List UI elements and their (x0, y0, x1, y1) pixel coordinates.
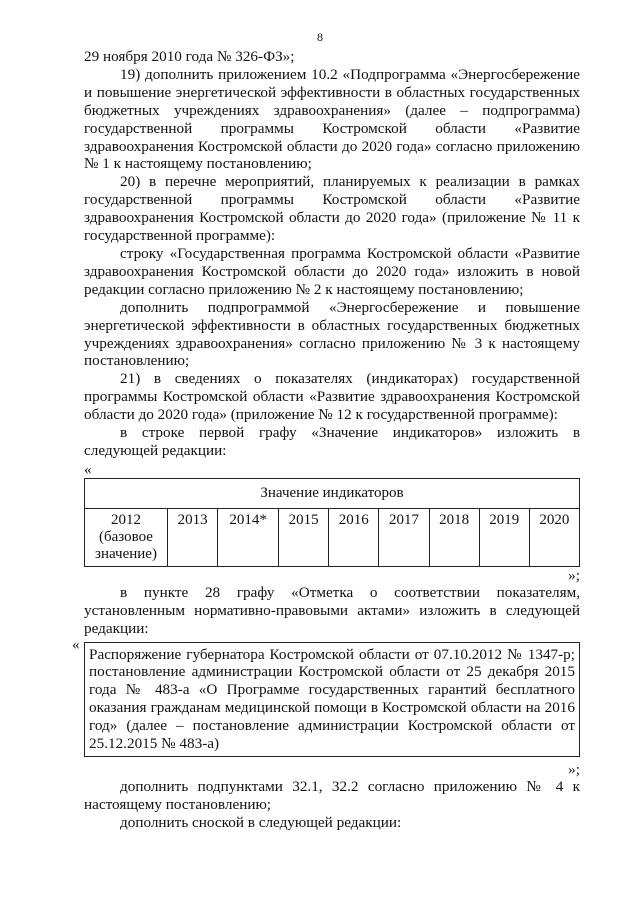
base-note-2: значение) (95, 545, 157, 562)
base-note-1: (базовое (99, 528, 153, 545)
year-cell: 2017 (379, 508, 429, 566)
indicators-header: Значение индикаторов (85, 478, 580, 508)
paragraph-continuation: 29 ноября 2010 года № 326-ФЗ»; (84, 48, 295, 65)
year-cell: 2020 (529, 508, 579, 566)
paragraph-item-19: 19) дополнить приложением 10.2 «Подпрограмма «Энергосбережение и повышение энергетической эффективности в областных государственных бюджетных учреждениях здравоохранения» (далее – подпрограмма) государственной программы Костромской области «Развитие здравоохранения Костромской области до 2020 года» согласно приложению № 1 к настоящему постановлению; (84, 65, 580, 173)
page-number: 8 (317, 30, 323, 44)
paragraph-item-20: 20) в перечне мероприятий, планируемых к реализации в рамках государственной программы Костромской области «Развитие здравоохранения Костромской области до 2020 года» (приложение № 11 к государственной программе): (84, 173, 580, 245)
close-quote-2: »; (568, 761, 580, 778)
paragraph-item-21: 21) в сведениях о показателях (индикаторах) государственной программы Костромской области «Развитие здравоохранения Костромской области до 2020 года» (приложение № 12 к государственной программе): (84, 370, 580, 424)
year-cell: 2016 (329, 508, 379, 566)
paragraph-first-row: в строке первой графу «Значение индикаторов» изложить в следующей редакции: (84, 424, 580, 459)
quoted-box-wrap (72, 635, 580, 757)
year-cell: 2013 (168, 508, 218, 566)
paragraph-item-28: в пункте 28 графу «Отметка о соответствии показателям, установленным нормативно-правовыми актами» изложить в следующей редакции: (84, 583, 580, 637)
year-cell: 2015 (279, 508, 329, 566)
year-cell: 2018 (429, 508, 479, 566)
indicators-table (84, 478, 580, 567)
paragraph-program-row: строку «Государственная программа Костромской области «Развитие здравоохранения Костромской области до 2020 года» изложить в новой редакции согласно приложению № 2 к настоящему постановлению; (84, 244, 580, 298)
paragraph-add-subprogram: дополнить подпрограммой «Энергосбережение и повышение энергетической эффективности в областных государственных бюджетных учреждениях здравоохранения» согласно приложению № 3 к настоящему постановлению; (84, 298, 580, 370)
base-year: 2012 (111, 511, 141, 528)
close-quote-1: »; (568, 566, 580, 584)
year-cell: 2019 (479, 508, 529, 566)
quoted-box: Распоряжение губернатора Костромской области от 07.10.2012 № 1347-р; постановление администрации Костромской области от 25 декабря 2015 года № 483-а «О Программе государственных гарантий бесплатного оказания гражданам медицинской помощи в Костромской области на 2016 год» (далее – постановление администрации Костромской области от 25.12.2015 № 483-а) (84, 642, 580, 757)
paragraph-footnote: дополнить сноской в следующей редакции: (120, 813, 402, 831)
open-quote-1: « (84, 460, 92, 478)
open-quote-2: « (72, 635, 80, 653)
base-year-cell (85, 508, 168, 566)
year-cell: 2014* (218, 508, 279, 566)
paragraph-subitems: дополнить подпунктами 32.1, 32.2 согласно приложению № 4 к настоящему постановлению; (84, 778, 580, 813)
document-body (72, 48, 580, 832)
